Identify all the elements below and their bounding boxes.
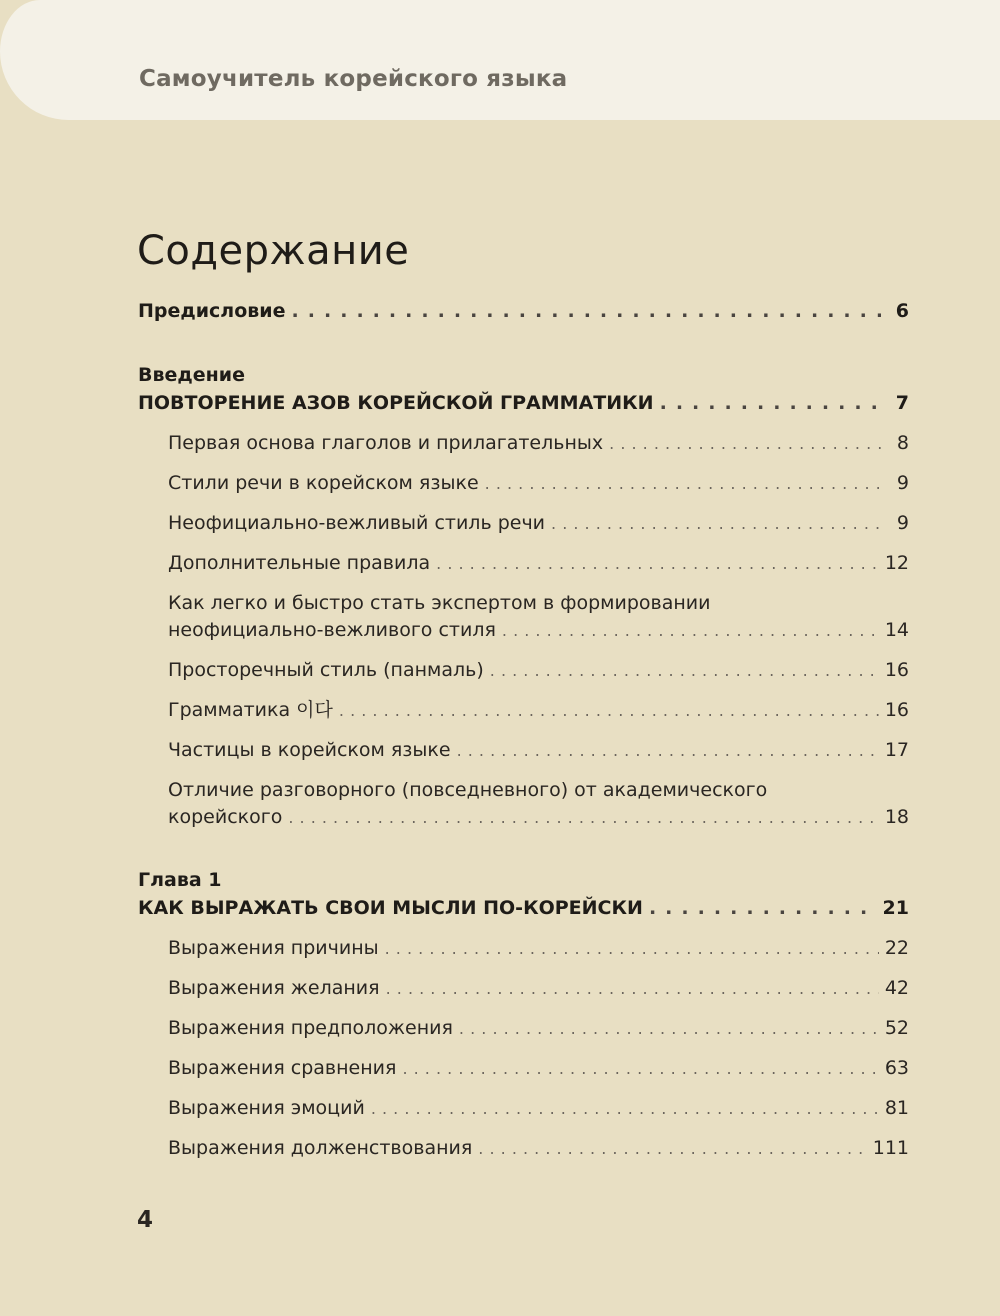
toc-entry-label: Выражения предположения: [168, 1017, 453, 1039]
toc-entry-page: 52: [884, 1017, 909, 1039]
toc-entry-label: Выражения долженствования: [168, 1137, 473, 1159]
dot-leader: [402, 1058, 878, 1080]
toc-entry-sub[interactable]: [168, 432, 909, 455]
toc-entry-sub[interactable]: [168, 619, 909, 642]
dot-leader: [385, 938, 879, 960]
toc-entry-label: Выражения эмоций: [168, 1097, 365, 1119]
toc-entry-sub[interactable]: [168, 806, 909, 829]
toc-entry-label: Просторечный стиль (панмаль): [168, 659, 484, 681]
section-label-chapter-1: Глава 1: [138, 869, 222, 891]
toc-entry-label: Выражения сравнения: [168, 1057, 397, 1079]
toc-entry-page: 81: [884, 1097, 909, 1119]
toc-entry-label: Дополнительные правила: [168, 552, 431, 574]
dot-leader: [288, 807, 878, 829]
toc-entry-label: Неофициально-вежливый стиль речи: [168, 512, 546, 534]
toc-entry-page: 7: [895, 392, 909, 414]
toc-entry-sub[interactable]: [168, 977, 909, 1000]
dot-leader: [371, 1098, 879, 1120]
toc-entry-page: 17: [884, 739, 909, 761]
toc-entry-sub[interactable]: [168, 1097, 909, 1120]
dot-leader: [649, 897, 877, 919]
toc-entry-intro-title[interactable]: [138, 392, 909, 414]
toc-entry-page: 14: [884, 619, 909, 641]
toc-entry-line1: Как легко и быстро стать экспертом в формировании: [168, 592, 711, 614]
dot-leader: [478, 1138, 866, 1160]
toc-entry-sub[interactable]: [168, 1137, 909, 1160]
page-number: 4: [137, 1207, 154, 1233]
toc-entry-chapter-1-title[interactable]: [138, 897, 909, 919]
toc-entry-page: 12: [884, 552, 909, 574]
toc-entry-page: 21: [882, 897, 909, 919]
dot-leader: [459, 1018, 879, 1040]
toc-entry-sub[interactable]: [168, 659, 909, 682]
toc-entry-line1: Отличие разговорного (повседневного) от академического: [168, 779, 768, 801]
dot-leader: [609, 433, 881, 455]
toc-entry-page: 16: [884, 699, 909, 721]
toc-entry-sub[interactable]: [168, 1017, 909, 1040]
toc-entry-label: корейского: [168, 806, 283, 828]
toc-entry-label: Стили речи в корейском языке: [168, 472, 479, 494]
dot-leader: [490, 660, 879, 682]
dot-leader: [457, 740, 879, 762]
toc-entry-page: 42: [884, 977, 909, 999]
toc-entry-sub[interactable]: [168, 699, 909, 722]
dot-leader: [339, 700, 879, 722]
toc-entry-page: 63: [884, 1057, 909, 1079]
dot-leader: [485, 473, 881, 495]
toc-entry-label: Выражения причины: [168, 937, 379, 959]
toc-entry-sub[interactable]: [168, 472, 909, 495]
dot-leader: [551, 513, 881, 535]
toc-entry-label: Первая основа глаголов и прилагательных: [168, 432, 604, 454]
toc-entry-page: 22: [884, 937, 909, 959]
toc-entry-label: КАК ВЫРАЖАТЬ СВОИ МЫСЛИ ПО-КОРЕЙСКИ: [138, 897, 643, 919]
toc-entry-sub[interactable]: [168, 512, 909, 535]
toc-entry-page: 111: [872, 1137, 909, 1159]
toc-entry-label: неофициально-вежливого стиля: [168, 619, 496, 641]
toc-entry-sub[interactable]: [168, 552, 909, 575]
dot-leader: [292, 300, 881, 322]
toc-entry-page: 8: [896, 432, 909, 454]
toc-entry-page: 18: [884, 806, 909, 828]
toc-entry-page: 9: [896, 512, 909, 534]
dot-leader: [386, 978, 879, 1000]
toc-entry-sub[interactable]: [168, 1057, 909, 1080]
dot-leader: [660, 392, 881, 414]
toc-entry-preface[interactable]: [138, 300, 909, 322]
dot-leader: [502, 620, 879, 642]
toc-entry-page: 16: [884, 659, 909, 681]
toc-entry-sub[interactable]: [168, 739, 909, 762]
book-title: Самоучитель корейского языка: [139, 66, 568, 92]
toc-entry-label: ПОВТОРЕНИЕ АЗОВ КОРЕЙСКОЙ ГРАММАТИКИ: [138, 392, 654, 414]
section-label-intro: Введение: [138, 364, 245, 386]
toc-entry-page: 9: [896, 472, 909, 494]
dot-leader: [436, 553, 879, 575]
toc-entry-page: 6: [895, 300, 909, 322]
toc-entry-sub[interactable]: [168, 937, 909, 960]
toc-entry-label: Предисловие: [138, 300, 286, 322]
toc-entry-label: Грамматика 이다: [168, 699, 333, 721]
page-title: Содержание: [137, 228, 410, 274]
header-band: [0, 0, 1000, 120]
toc-entry-label: Выражения желания: [168, 977, 380, 999]
toc-entry-label: Частицы в корейском языке: [168, 739, 451, 761]
